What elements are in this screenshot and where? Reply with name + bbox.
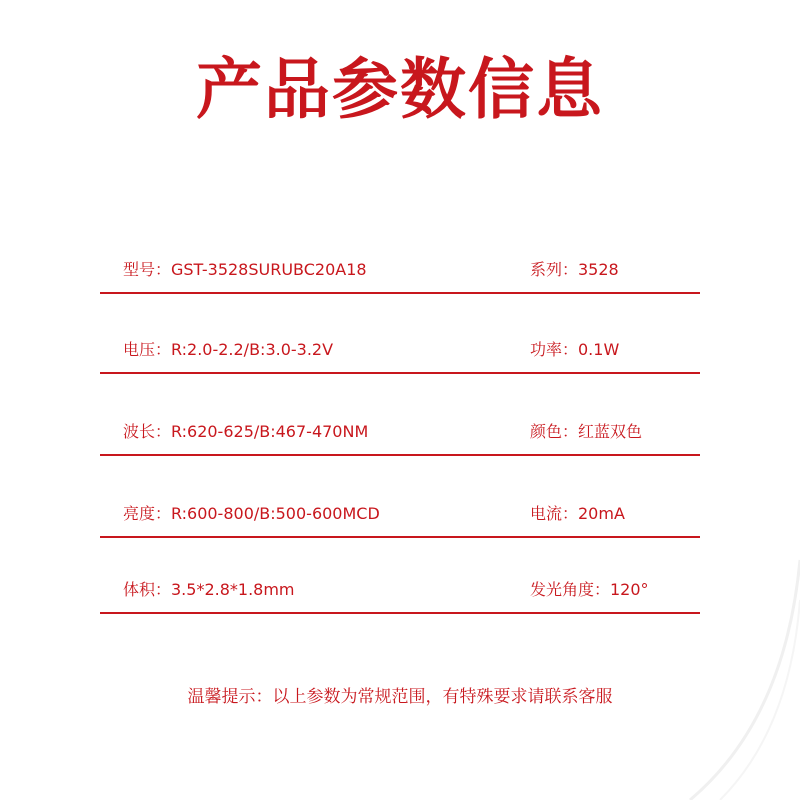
row-divider [100, 454, 700, 456]
spec-current: 电流：20mA [530, 504, 625, 523]
spec-row [100, 570, 700, 614]
row-divider [100, 536, 700, 538]
spec-row [100, 330, 700, 374]
spec-brightness: 亮度：R:600-800/B:500-600MCD [123, 504, 380, 523]
spec-voltage: 电压：R:2.0-2.2/B:3.0-3.2V [123, 340, 334, 359]
row-divider [100, 372, 700, 374]
page-title: 产品参数信息 [196, 51, 604, 128]
spec-series: 系列：3528 [530, 260, 619, 279]
spec-power: 功率：0.1W [530, 340, 620, 359]
spec-angle: 发光角度：120° [530, 580, 649, 599]
spec-row [100, 494, 700, 538]
spec-row [100, 412, 700, 456]
spec-wavelength: 波长：R:620-625/B:467-470NM [123, 422, 369, 441]
row-divider [100, 292, 700, 294]
row-divider [100, 612, 700, 614]
spec-model: 型号：GST-3528SURUBC20A18 [123, 260, 367, 279]
spec-color: 颜色：红蓝双色 [530, 422, 643, 441]
footer-note: 温馨提示：以上参数为常规范围，有特殊要求请联系客服 [187, 687, 613, 707]
spec-size: 体积：3.5*2.8*1.8mm [123, 580, 295, 599]
spec-row [100, 250, 700, 294]
